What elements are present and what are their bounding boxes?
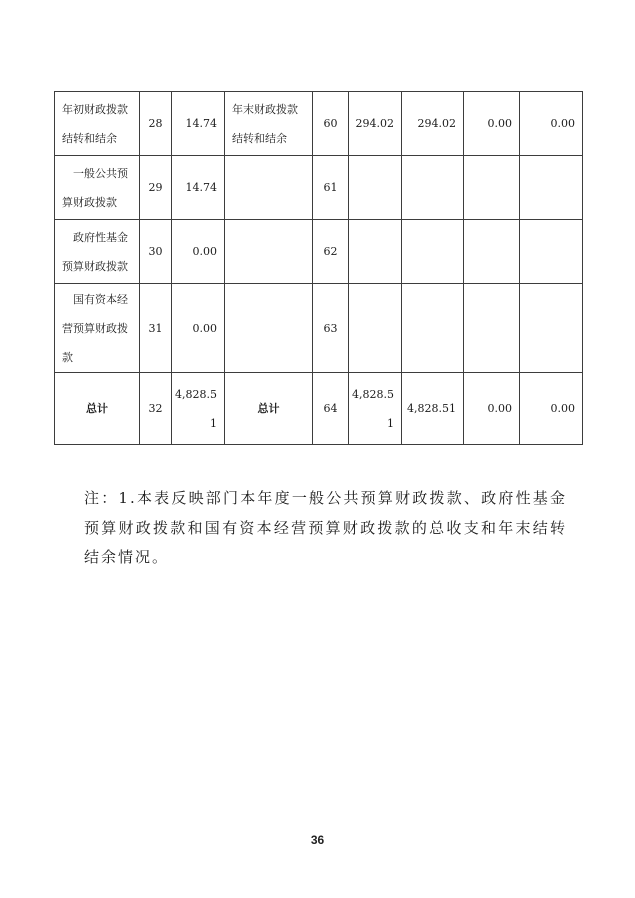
amount-cell bbox=[349, 284, 402, 373]
amount-cell: 0.00 bbox=[172, 284, 225, 373]
line-number-cell: 61 bbox=[313, 156, 349, 220]
amount-cell: 0.00 bbox=[172, 220, 225, 284]
line-number-cell: 30 bbox=[140, 220, 172, 284]
table-row bbox=[55, 92, 583, 156]
amount-cell: 0.00 bbox=[464, 373, 520, 445]
line-number-cell: 62 bbox=[313, 220, 349, 284]
table-row bbox=[55, 156, 583, 220]
amount-cell bbox=[402, 284, 464, 373]
table-row bbox=[55, 220, 583, 284]
line-number-cell: 63 bbox=[313, 284, 349, 373]
amount-cell bbox=[464, 220, 520, 284]
amount-cell: 0.00 bbox=[520, 373, 583, 445]
table-row bbox=[55, 284, 583, 373]
amount-cell: 294.02 bbox=[349, 92, 402, 156]
item-label-cell: 一般公共预算财政拨款 bbox=[55, 156, 140, 220]
amount-cell bbox=[464, 284, 520, 373]
amount-cell: 0.00 bbox=[520, 92, 583, 156]
amount-cell: 0.00 bbox=[464, 92, 520, 156]
amount-cell bbox=[520, 284, 583, 373]
total-label-cell: 总计 bbox=[225, 373, 313, 445]
line-number-cell: 29 bbox=[140, 156, 172, 220]
total-label-cell: 总计 bbox=[55, 373, 140, 445]
item-label-cell: 年末财政拨款结转和结余 bbox=[225, 92, 313, 156]
item-label-cell bbox=[225, 220, 313, 284]
line-number-cell: 28 bbox=[140, 92, 172, 156]
amount-cell bbox=[402, 156, 464, 220]
amount-cell: 4,828.51 bbox=[172, 373, 225, 445]
amount-cell: 4,828.51 bbox=[349, 373, 402, 445]
item-label-cell bbox=[225, 156, 313, 220]
table-note-text: 注：1.本表反映部门本年度一般公共预算财政拨款、政府性基金预算财政拨款和国有资本经营预算财政拨款的总收支和年末结转结余情况。 bbox=[84, 489, 567, 566]
line-number-cell: 32 bbox=[140, 373, 172, 445]
item-label-cell bbox=[225, 284, 313, 373]
amount-cell: 4,828.51 bbox=[402, 373, 464, 445]
line-number-cell: 64 bbox=[313, 373, 349, 445]
amount-cell: 14.74 bbox=[172, 156, 225, 220]
item-label-cell: 政府性基金预算财政拨款 bbox=[55, 220, 140, 284]
item-label-cell: 国有资本经营预算财政拨款 bbox=[55, 284, 140, 373]
budget-appropriation-table bbox=[54, 91, 583, 445]
page-number: 36 bbox=[310, 833, 325, 847]
amount-cell bbox=[349, 156, 402, 220]
line-number-cell: 60 bbox=[313, 92, 349, 156]
amount-cell bbox=[402, 220, 464, 284]
amount-cell bbox=[520, 220, 583, 284]
amount-cell bbox=[520, 156, 583, 220]
line-number-cell: 31 bbox=[140, 284, 172, 373]
table-total-row bbox=[55, 373, 583, 445]
amount-cell bbox=[464, 156, 520, 220]
item-label-cell: 年初财政拨款结转和结余 bbox=[55, 92, 140, 156]
amount-cell: 294.02 bbox=[402, 92, 464, 156]
amount-cell: 14.74 bbox=[172, 92, 225, 156]
amount-cell bbox=[349, 220, 402, 284]
